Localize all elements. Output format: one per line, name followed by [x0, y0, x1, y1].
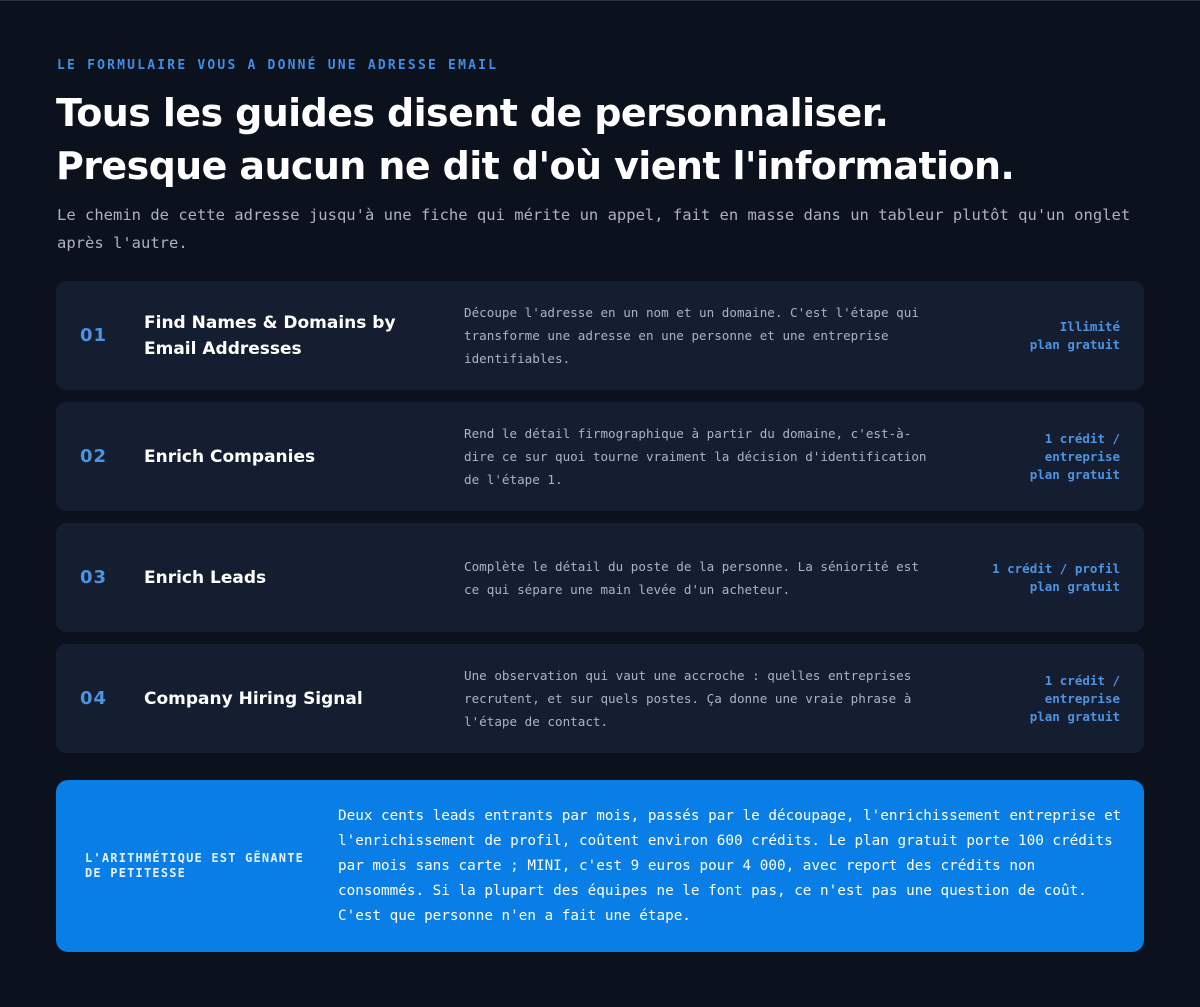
step-card-3[interactable] — [56, 523, 1144, 632]
step-card-4[interactable] — [56, 644, 1144, 753]
step-plan: plan gratuit — [1029, 336, 1120, 352]
callout-text: Deux cents leads entrants par mois, passés par le découpage, l'enrichissement entreprise et l'enrichissement de profil, coûtent environ 600 crédits. Le plan gratuit porte 100 crédits par mois sans carte ; MINI, c'est 9 euros pour 4 000, avec report des crédits non consommés. Si la plupart des équipes ne le font pas, ce n'est pas une question de coût. C'est que personne n'en a fait une étape. — [338, 807, 1122, 924]
step-price: 1 crédit / entreprise — [1044, 430, 1120, 464]
step-title: Enrich Leads — [144, 567, 267, 588]
step-plan: plan gratuit — [1029, 466, 1120, 482]
step-number: 04 — [80, 688, 108, 709]
step-title: Enrich Companies — [144, 446, 316, 467]
step-price: 1 crédit / entreprise — [1044, 672, 1120, 706]
step-card-1[interactable] — [56, 281, 1144, 390]
step-plan: plan gratuit — [1029, 578, 1120, 594]
step-pricing — [950, 281, 1120, 390]
page-title-line-2: Presque aucun ne dit d'où vient l'information. — [56, 144, 1015, 188]
step-description: Une observation qui vaut une accroche : quelles entreprises recrutent, et sur quels postes. Ça donne une vraie phrase à l'étape de contact. — [464, 668, 912, 729]
steps-list — [56, 281, 1144, 765]
step-description: Complète le détail du poste de la personne. La séniorité est ce qui sépare une main levée d'un acheteur. — [464, 558, 919, 597]
eyebrow-label: LE FORMULAIRE VOUS A DONNÉ UNE ADRESSE EMAIL — [57, 58, 499, 73]
page-title-line-1: Tous les guides disent de personnaliser. — [56, 91, 889, 135]
step-price: Illimité — [1059, 318, 1120, 334]
step-plan: plan gratuit — [1029, 708, 1120, 724]
intro-paragraph: Le chemin de cette adresse jusqu'à une fiche qui mérite un appel, fait en masse dans un tableur plutôt qu'un onglet après l'autre. — [57, 206, 1131, 252]
step-title: Find Names & Domains by Email Addresses — [144, 312, 396, 359]
step-pricing — [950, 523, 1120, 632]
step-description: Découpe l'adresse en un nom et un domaine. C'est l'étape qui transforme une adresse en une personne et une entreprise identifiables. — [464, 305, 919, 366]
step-price: 1 crédit / profil — [992, 560, 1120, 576]
step-number: 01 — [80, 325, 108, 346]
step-title: Company Hiring Signal — [144, 688, 363, 709]
step-card-2[interactable] — [56, 402, 1144, 511]
step-description: Rend le détail firmographique à partir du domaine, c'est-à-dire ce sur quoi tourne vraiment la décision d'identification de l'étape 1. — [464, 426, 927, 487]
callout-label: L'ARITHMÉTIQUE EST GÊNANTE DE PETITESSE — [85, 851, 305, 880]
page-title — [56, 87, 1166, 193]
step-number: 02 — [80, 446, 108, 467]
step-number: 03 — [80, 567, 108, 588]
step-pricing — [950, 402, 1120, 511]
arithmetic-callout — [56, 780, 1144, 952]
step-pricing — [950, 644, 1120, 753]
